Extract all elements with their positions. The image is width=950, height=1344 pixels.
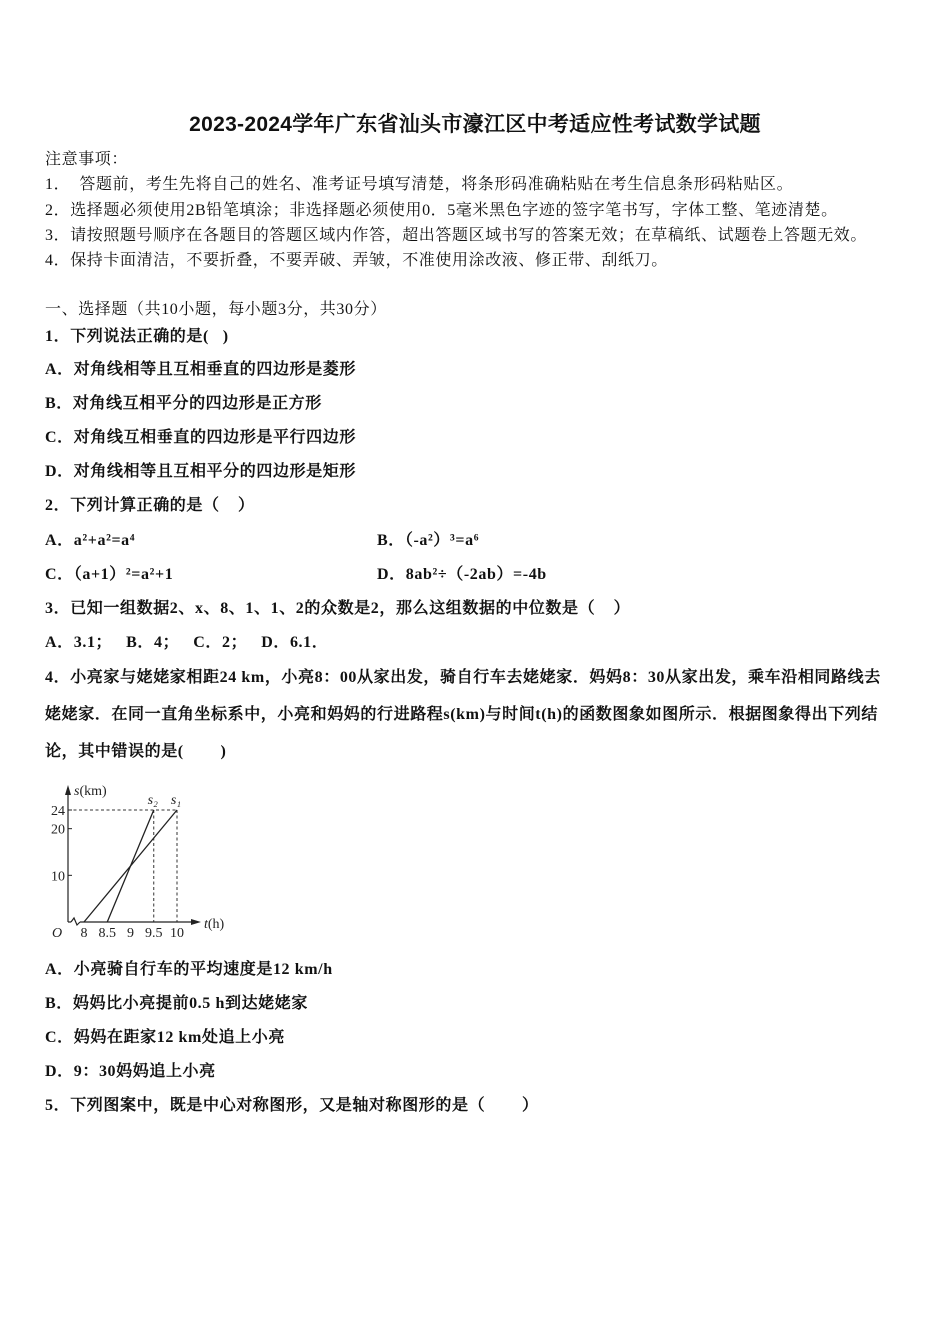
question-2-option-d: D．8ab²÷（-2ab）=-4b — [377, 566, 547, 583]
question-2-option-b: B．（-a²）³=a⁶ — [377, 532, 480, 549]
x-tick-label: 9.5 — [145, 926, 163, 941]
question-4-stem-line-1: 4．小亮家与姥姥家相距24 km，小亮8：00从家出发，骑自行车去姥姥家．妈妈8：30从家出发，乘车沿相同路线去 — [45, 669, 881, 686]
question-4-option-d: D．9：30妈妈追上小亮 — [45, 1063, 216, 1080]
question-2-stem: 2．下列计算正确的是（ ） — [45, 497, 255, 514]
question-4-option-b: B．妈妈比小亮提前0.5 h到达姥姥家 — [45, 995, 308, 1012]
axis-break-zigzag — [71, 918, 80, 925]
y-axis-label — [74, 784, 107, 799]
notes-heading: 注意事项： — [45, 151, 129, 168]
question-3-option-c: C．2； — [193, 634, 248, 651]
note-item-4: 4．保持卡面清洁，不要折叠，不要弄破、弄皱，不准使用涂改液、修正带、刮纸刀。 — [45, 252, 668, 269]
note-item-1: 1． 答题前，考生先将自己的姓名、准考证号填写清楚，将条形码准确粘贴在考生信息条形码粘贴区。 — [45, 176, 794, 193]
series-label: s₂ — [147, 793, 158, 808]
x-tick-label: 9 — [127, 926, 134, 941]
question-3-option-d: D．6.1． — [261, 634, 329, 651]
question-4-stem-line-3: 论，其中错误的是( ) — [45, 743, 227, 760]
question-3-option-b: B．4； — [126, 634, 180, 651]
distance-time-graph — [40, 778, 245, 944]
question-1-option-d: D．对角线相等且互相平分的四边形是矩形 — [45, 463, 356, 480]
question-1-option-b: B．对角线互相平分的四边形是正方形 — [45, 395, 322, 412]
note-item-2: 2．选择题必须使用2B铅笔填涂；非选择题必须使用0．5毫米黑色字迹的签字笔书写，字体工整、笔迹清楚。 — [45, 202, 838, 219]
x-axis-arrow-icon — [191, 919, 201, 925]
origin-label: O — [51, 926, 63, 941]
x-axis-label-unit: (h) — [207, 917, 225, 932]
x-axis-label-var: t — [204, 917, 208, 932]
question-2-option-a: A．a²+a²=a⁴ — [45, 532, 136, 549]
question-1-stem: 1．下列说法正确的是( ) — [45, 328, 229, 345]
y-axis-label-var: s — [74, 784, 80, 799]
question-4-stem-line-2: 姥姥家．在同一直角坐标系中，小亮和妈妈的行进路程s(km)与时间t(h)的函数图象如图所示．根据图象得出下列结 — [45, 706, 878, 723]
exam-title: 2023-2024学年广东省汕头市濠江区中考适应性考试数学试题 — [189, 113, 761, 136]
y-tick-label: 20 — [51, 822, 65, 838]
y-axis-label-unit: (km) — [79, 784, 107, 799]
question-3-stem: 3．已知一组数据2、x、8、1、1、2的众数是2，那么这组数据的中位数是（ ） — [45, 600, 631, 617]
question-5-stem: 5．下列图案中，既是中心对称图形，又是轴对称图形的是（ ） — [45, 1097, 539, 1114]
x-axis-label — [204, 917, 225, 932]
question-1-option-c: C．对角线互相垂直的四边形是平行四边形 — [45, 429, 356, 446]
y-axis-arrow-icon — [65, 785, 71, 795]
question-2-option-c: C．（a+1）²=a²+1 — [45, 566, 174, 583]
question-3-options — [45, 633, 342, 653]
x-tick-label: 8 — [80, 926, 88, 941]
series-label: s₁ — [170, 793, 182, 808]
question-4-option-a: A．小亮骑自行车的平均速度是12 km/h — [45, 961, 333, 978]
y-tick-label: 24 — [51, 804, 65, 819]
y-tick-label: 10 — [51, 869, 65, 885]
x-tick-label: 8.5 — [98, 926, 116, 941]
section-heading-choice: 一、选择题（共10小题，每小题3分，共30分） — [45, 301, 387, 318]
question-4-option-c: C．妈妈在距家12 km处追上小亮 — [45, 1029, 285, 1046]
x-tick-label: 10 — [170, 926, 184, 941]
question-1-option-a: A．对角线相等且互相垂直的四边形是菱形 — [45, 361, 356, 378]
question-3-option-a: A．3.1； — [45, 634, 113, 651]
series-line-2 — [84, 810, 177, 922]
note-item-3: 3．请按照题号顺序在各题目的答题区域内作答，超出答题区域书写的答案无效；在草稿纸、试题卷上答题无效。 — [45, 227, 868, 244]
